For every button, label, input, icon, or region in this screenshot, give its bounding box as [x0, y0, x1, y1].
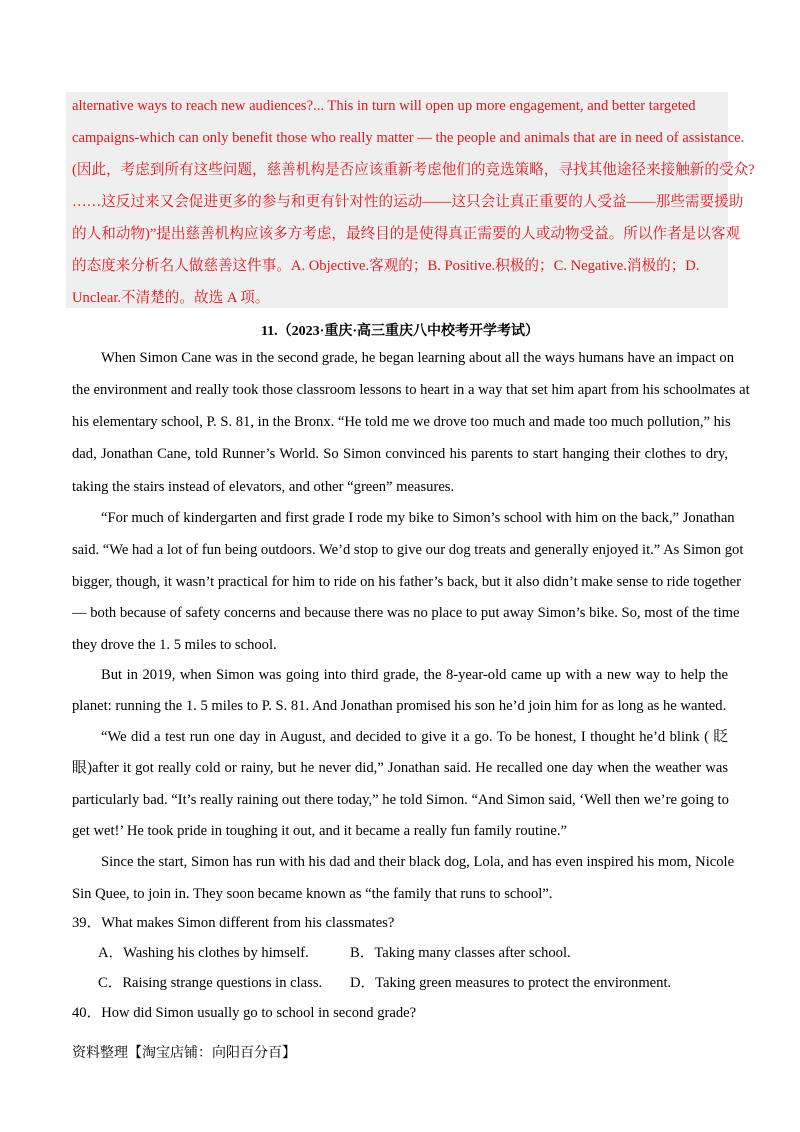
passage-line: When Simon Cane was in the second grade, he began learning about all the ways humans have an impact on [101, 350, 735, 366]
passage-line: they drove the 1. 5 miles to school. [72, 637, 277, 653]
passage-line: his elementary school, P. S. 81, in the Bronx. “He told me we drove too much and made too much pollution,” his [72, 414, 731, 430]
question-39-option-a: A．Washing his clothes by himself. [98, 945, 309, 961]
question-39-option-c: C．Raising strange questions in class. [98, 975, 323, 991]
passage-line: “For much of kindergarten and first grade I rode my bike to Simon’s school with him on the back,” Jonathan [101, 510, 735, 526]
passage-line: get wet!’ He took pride in toughing it out, and it became a really fun family routine.” [72, 823, 567, 839]
passage-line: the environment and really took those classroom lessons to heart in a way that set him apart from his schoolmates at [72, 382, 750, 398]
question-39-stem: 39．What makes Simon different from his classmates? [72, 915, 395, 931]
passage-line: Since the start, Simon has run with his dad and their black dog, Lola, and has even inspired his mom, Nicole [101, 854, 735, 870]
passage-line: “We did a test run one day in August, and decided to give it a go. To be honest, I thought he’d blink ( 眨 [101, 729, 728, 745]
answer-line: alternative ways to reach new audiences?... This in turn will open up more engagement, and better targeted [72, 98, 696, 114]
passage-line: 眼)after it got really cold or rainy, but he never did,” Jonathan said. He recalled one day when the weather was [72, 760, 728, 776]
footer-note: 资料整理【淘宝店铺：向阳百分百】 [72, 1046, 296, 1061]
passage-line: taking the stairs instead of elevators, and other “green” measures. [72, 479, 455, 495]
question-39-option-d: D．Taking green measures to protect the environment. [350, 975, 672, 991]
passage-line: Sin Quee, to join in. They soon became known as “the family that runs to school”. [72, 886, 553, 902]
passage-line: — both because of safety concerns and because there was no place to put away Simon’s bike. So, most of the time [72, 605, 740, 621]
question-39-option-b: B．Taking many classes after school. [350, 945, 571, 961]
answer-line: Unclear.不清楚的。故选 A 项。 [72, 290, 270, 306]
answer-line: ……这反过来又会促进更多的参与和更有针对性的运动——这只会让真正重要的人受益——那些需要援助 [72, 194, 744, 210]
passage-line: planet: running the 1. 5 miles to P. S. 81. And Jonathan promised his son he’d join him for as long as he wanted. [72, 698, 727, 714]
passage-line: bigger, though, it wasn’t practical for him to ride on his father’s back, but it also didn’t make sense to ride together [72, 574, 741, 590]
answer-line: (因此，考虑到所有这些问题，慈善机构是否应该重新考虑他们的竞选策略，寻找其他途径来接触新的受众? [72, 162, 755, 178]
question-heading: 11.（2023·重庆·高三重庆八中校考开学考试） [260, 324, 540, 339]
passage-line: dad, Jonathan Cane, told Runner’s World. So Simon convinced his parents to start hanging their clothes to dry, [72, 446, 728, 462]
passage-line: said. “We had a lot of fun being outdoors. We’d stop to give our dog treats and generally enjoyed it.” As Simon got [72, 542, 744, 558]
answer-line: campaigns-which can only benefit those who really matter — the people and animals that are in need of assistance. [72, 130, 745, 146]
answer-line: 的人和动物)”提出慈善机构应该多方考虑，最终目的是使得真正需要的人或动物受益。所以作者是以客观 [72, 226, 741, 242]
passage-line: particularly bad. “It’s really raining out there today,” he told Simon. “And Simon said, ‘Well then we’re going to [72, 792, 729, 808]
question-40-stem: 40．How did Simon usually go to school in second grade? [72, 1005, 417, 1021]
passage-line: But in 2019, when Simon was going into third grade, the 8-year-old came up with a new way to help the [101, 667, 728, 683]
answer-line: 的态度来分析名人做慈善这件事。A. Objective.客观的；B. Positive.积极的；C. Negative.消极的；D. [72, 258, 700, 274]
